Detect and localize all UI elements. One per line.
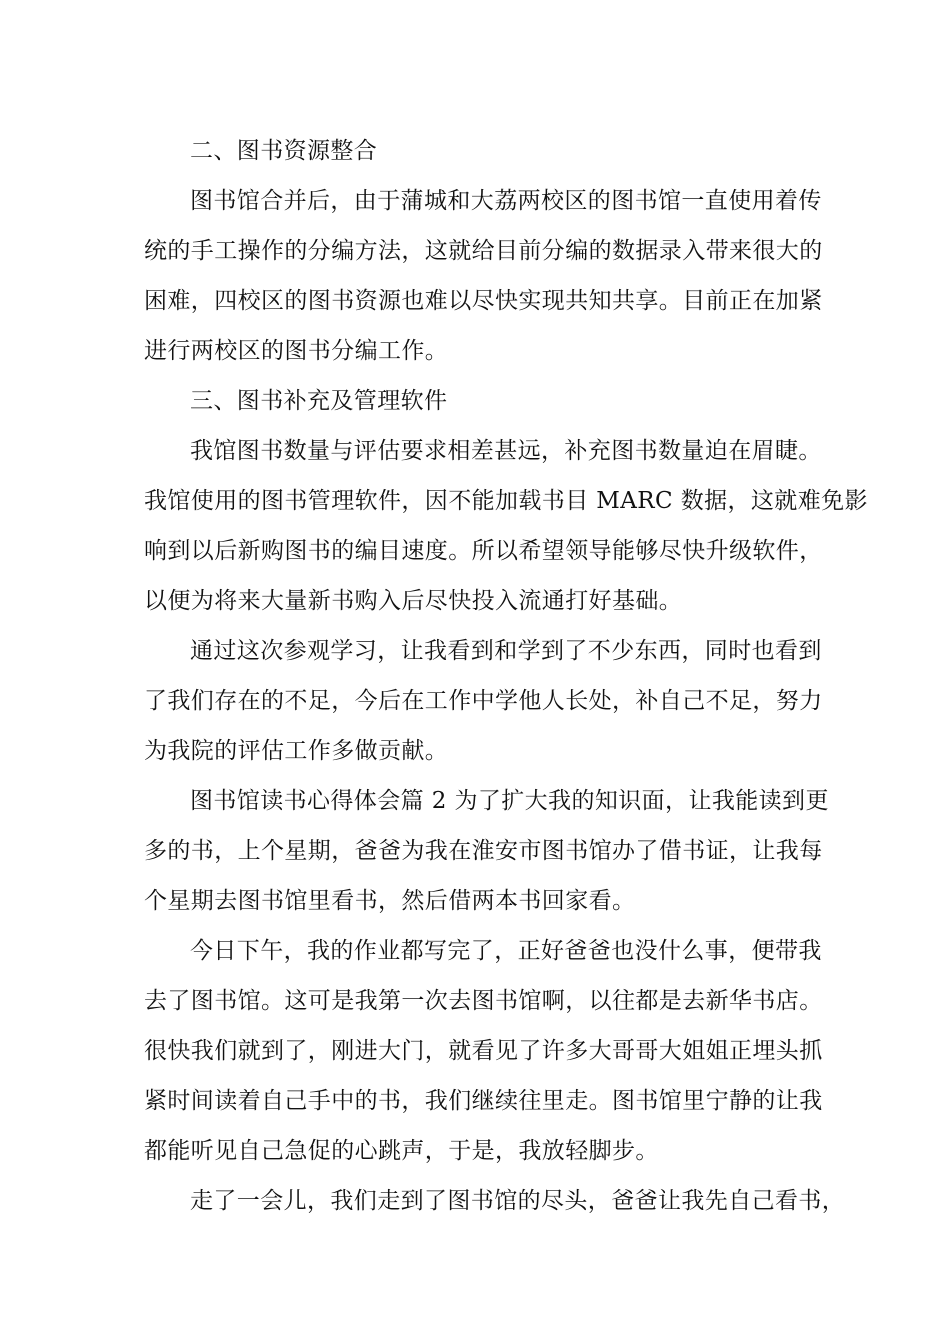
section-heading: 二、图书资源整合	[190, 138, 378, 164]
paragraph-line: 我馆使用的图书管理软件，因不能加载书目 MARC 数据，这就难免影	[144, 488, 868, 514]
paragraph-line: 很快我们就到了，刚进大门，就看见了许多大哥哥大姐姐正埋头抓	[144, 1038, 823, 1064]
paragraph-line: 统的手工操作的分编方法，这就给目前分编的数据录入带来很大的	[144, 238, 823, 264]
section-heading: 三、图书补充及管理软件	[190, 388, 448, 414]
paragraph-line: 困难，四校区的图书资源也难以尽快实现共知共享。目前正在加紧	[144, 288, 823, 314]
paragraph-line: 去了图书馆。这可是我第一次去图书馆啊，以往都是去新华书店。	[144, 988, 823, 1014]
paragraph-line: 我馆图书数量与评估要求相差甚远，补充图书数量迫在眉睫。	[190, 438, 822, 464]
paragraph-line: 多的书，上个星期，爸爸为我在淮安市图书馆办了借书证，让我每	[144, 838, 823, 864]
paragraph-line: 以便为将来大量新书购入后尽快投入流通打好基础。	[144, 588, 683, 614]
paragraph-line: 了我们存在的不足，今后在工作中学他人长处，补自己不足，努力	[144, 688, 823, 714]
paragraph-line: 紧时间读着自己手中的书，我们继续往里走。图书馆里宁静的让我	[144, 1088, 823, 1114]
paragraph-line: 走了一会儿，我们走到了图书馆的尽头，爸爸让我先自己看书，	[190, 1188, 846, 1214]
paragraph-line: 响到以后新购图书的编目速度。所以希望领导能够尽快升级软件，	[144, 538, 823, 564]
document-body	[144, 126, 868, 1226]
paragraph-line: 图书馆读书心得体会篇 2 为了扩大我的知识面，让我能读到更	[190, 788, 829, 814]
paragraph-line: 通过这次参观学习，让我看到和学到了不少东西，同时也看到	[190, 638, 822, 664]
paragraph-line: 今日下午，我的作业都写完了，正好爸爸也没什么事，便带我	[190, 938, 822, 964]
paragraph-line: 进行两校区的图书分编工作。	[144, 338, 449, 364]
paragraph-line: 图书馆合并后，由于蒲城和大荔两校区的图书馆一直使用着传	[190, 188, 822, 214]
paragraph-line: 为我院的评估工作多做贡献。	[144, 738, 449, 764]
paragraph-line: 都能听见自己急促的心跳声，于是，我放轻脚步。	[144, 1138, 659, 1164]
paragraph-line: 个星期去图书馆里看书，然后借两本书回家看。	[144, 888, 636, 914]
